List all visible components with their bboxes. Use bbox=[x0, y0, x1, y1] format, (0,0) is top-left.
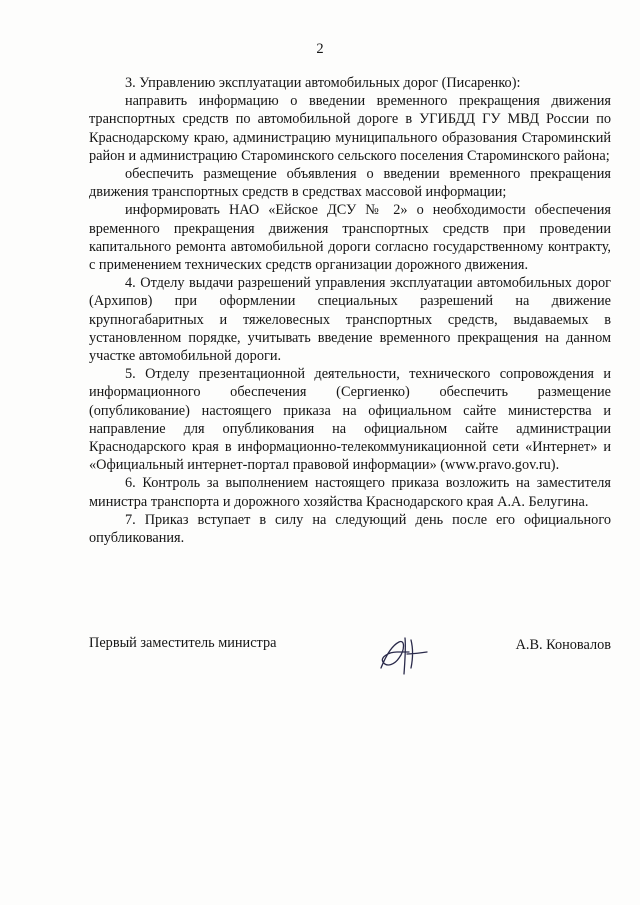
paragraph: 6. Контроль за выполнением настоящего приказа возложить на заместителя министра транспорта и дорожного хозяйства Краснодарского края А.А. Белугина. bbox=[89, 475, 611, 510]
signatory-name: А.В. Коновалов bbox=[515, 637, 611, 653]
document-body bbox=[89, 74, 611, 547]
paragraph: обеспечить размещение объявления о введении временного прекращения движения транспортных средств в средствах массовой информации; bbox=[89, 166, 611, 201]
signatory-position: Первый заместитель министра bbox=[89, 635, 277, 651]
paragraph: 4. Отделу выдачи разрешений управления эксплуатации автомобильных дорог (Архипов) при оформлении специальных разрешений на движение крупногабаритных и тяжеловесных транспортных средств, выдаваемых в установленном порядке, учитывать введение временного прекращения на данном участке автомобильной дороги. bbox=[89, 275, 611, 365]
page-number: 2 bbox=[316, 41, 324, 57]
paragraph: направить информацию о введении временного прекращения движения транспортных средств по автомобильной дороге в УГИБДД ГУ МВД России по Краснодарскому краю, администрацию муниципального образования Староминский район и администрацию Староминского сельского поселения Староминского района; bbox=[89, 93, 611, 164]
paragraph: 5. Отделу презентационной деятельности, технического сопровождения и информационного обеспечения (Сергиенко) обеспечить размещение (опубликование) настоящего приказа на официальном сайте министерства и направление для опубликования на официальном сайте администрации Краснодарского края в информационно-телекоммуникационной сети «Интернет» и «Официальный интернет-портал правовой информации» (www.pravo.gov.ru). bbox=[89, 366, 611, 474]
paragraph: 3. Управлению эксплуатации автомобильных дорог (Писаренко): bbox=[125, 75, 521, 91]
paragraph: информировать НАО «Ейское ДСУ № 2» о необходимости обеспечения временного прекращения движения транспортных средств при проведении капитального ремонта автомобильной дороги согласно государственному контракту, с применением технических средств организации дорожного движения. bbox=[89, 202, 611, 274]
handwritten-signature bbox=[375, 628, 435, 680]
paragraph: 7. Приказ вступает в силу на следующий день после его официального опубликования. bbox=[89, 511, 611, 547]
signature-block bbox=[89, 634, 611, 694]
